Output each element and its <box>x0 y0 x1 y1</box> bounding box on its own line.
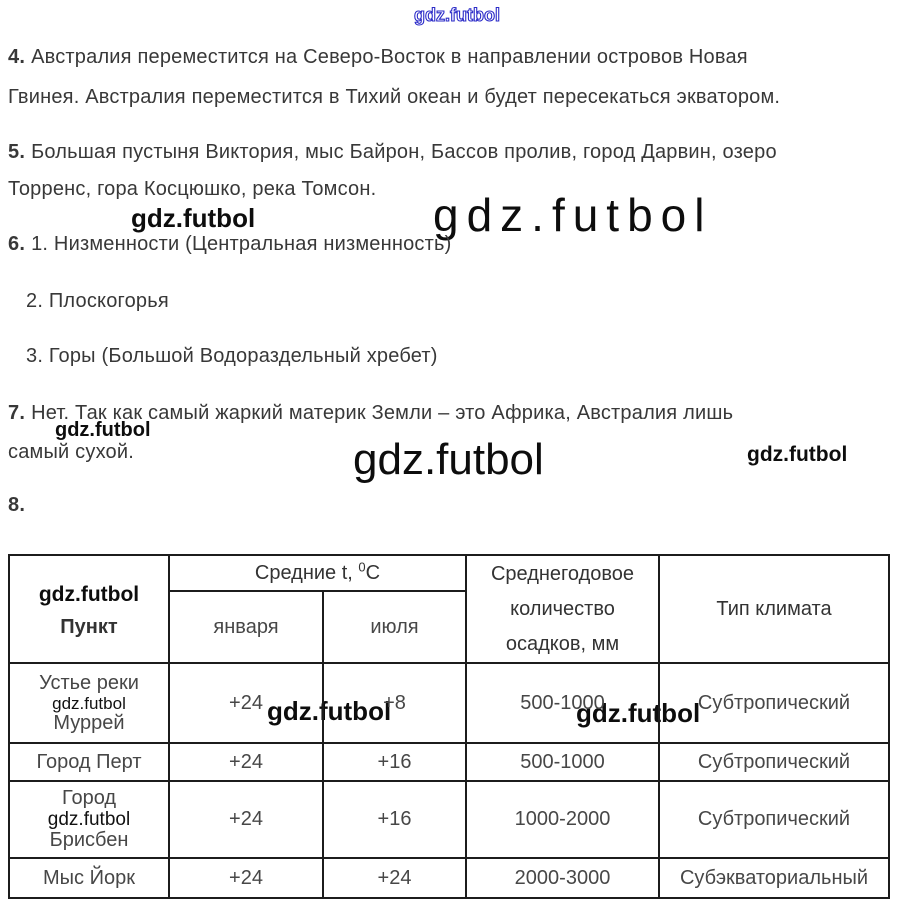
cell-jan-temp: +24 <box>169 663 323 743</box>
header-precipitation <box>466 555 659 663</box>
cell-climate-type: Субтропический <box>659 743 889 781</box>
paragraph-7-line-2 <box>8 439 134 465</box>
site-watermark-mid-large: gdz.futbol <box>433 189 713 241</box>
site-watermark-table-header: gdz.futbol <box>38 582 140 606</box>
paragraph-6-text-2: 2. Плоскогорья <box>26 290 169 312</box>
cell-jan-temp: +24 <box>169 781 323 858</box>
paragraph-6-item-3 <box>26 343 438 369</box>
location-name-line-1: Город <box>61 787 117 809</box>
cell-precipitation: 500-1000 <box>466 663 659 743</box>
table-row-perth <box>9 743 889 781</box>
climate-table <box>8 554 890 899</box>
cell-jul-temp: +16 <box>323 743 466 781</box>
site-watermark-row1-right: gdz.futbol <box>576 698 701 728</box>
cell-precipitation: 2000-3000 <box>466 858 659 898</box>
cell-precipitation: 1000-2000 <box>466 781 659 858</box>
answer-number-8: 8. <box>8 494 26 516</box>
header-degree-sup: 0 <box>358 558 366 574</box>
paragraph-4-text-2: Гвинея. Австралия переместится в Тихий океан и будет пересекаться экватором. <box>8 86 781 108</box>
answer-number-6: 6. <box>8 233 26 255</box>
cell-jul-temp: +24 <box>323 858 466 898</box>
cell-jan-temp: +24 <box>169 743 323 781</box>
cell-climate-type: Субэкваториальный <box>659 858 889 898</box>
header-avg-temp <box>169 555 466 591</box>
site-watermark-row1-mid: gdz.futbol <box>267 696 392 726</box>
cell-jan-temp: +24 <box>169 858 323 898</box>
paragraph-8-marker <box>8 492 31 518</box>
site-watermark-p7-large: gdz.futbol <box>353 435 544 484</box>
cell-climate-type: Субтропический <box>659 781 889 858</box>
header-precip-line-3: осадков, мм <box>505 632 620 655</box>
header-avg-temp-text: Средние t, <box>254 561 359 584</box>
cell-location-york: Мыс Йорк <box>9 858 169 898</box>
paragraph-6-item-1 <box>8 231 451 257</box>
paragraph-5-text-1: Большая пустыня Виктория, мыс Байрон, Бассов пролив, город Дарвин, озеро <box>31 141 777 163</box>
table-row-murray <box>9 663 889 743</box>
cell-location-murray <box>9 663 169 743</box>
header-punkt-cell <box>9 555 169 663</box>
paragraph-6-text-3: 3. Горы (Большой Водораздельный хребет) <box>26 345 438 367</box>
paragraph-4-line-2 <box>8 84 780 110</box>
cell-jul-temp: +16 <box>323 781 466 858</box>
subheader-january: января <box>169 591 323 663</box>
cell-jul-temp: +8 <box>323 663 466 743</box>
site-watermark-row3-cell: gdz.futbol <box>47 809 131 830</box>
site-watermark-p7-left: gdz.futbol <box>55 419 151 441</box>
paragraph-5-line-2 <box>8 176 376 202</box>
cell-precipitation: 500-1000 <box>466 743 659 781</box>
site-watermark-row1-cell: gdz.futbol <box>52 693 126 713</box>
paragraph-6-text-1: 1. Низменности (Центральная низменность) <box>31 233 452 255</box>
header-punkt-label: Пункт <box>60 615 118 638</box>
header-precip-line-2: количество <box>510 597 615 620</box>
cell-location-brisbane <box>9 781 169 858</box>
site-watermark-top: gdz.futbol <box>414 5 500 25</box>
table-row-brisbane <box>9 781 889 858</box>
answer-number-7: 7. <box>8 402 26 424</box>
answer-number-5: 5. <box>8 141 26 163</box>
subheader-july: июля <box>323 591 466 663</box>
answer-number-4: 4. <box>8 46 26 68</box>
table-row-york <box>9 858 889 898</box>
cell-location-perth: Город Перт <box>9 743 169 781</box>
location-name-line-2: Муррей <box>53 711 125 734</box>
location-name-line-1: Устье реки <box>39 671 139 694</box>
site-watermark-mid-small: gdz.futbol <box>131 203 256 233</box>
header-temp-unit: С <box>365 561 381 584</box>
header-precip-line-1: Среднегодовое <box>490 562 635 585</box>
paragraph-7-text-2: самый сухой. <box>8 441 135 463</box>
paragraph-7-line-1 <box>8 400 733 426</box>
header-climate-type: Тип климата <box>659 555 889 663</box>
paragraph-7-text-1: Нет. Так как самый жаркий материк Земли – это Африка, Австралия лишь <box>31 402 734 424</box>
cell-climate-type: Субтропический <box>659 663 889 743</box>
paragraph-4-text-1: Австралия переместится на Северо-Восток в направлении островов Новая <box>31 46 748 68</box>
location-name-line-2: Брисбен <box>49 829 129 851</box>
site-watermark-p7-right: gdz.futbol <box>747 443 848 466</box>
paragraph-6-item-2 <box>26 288 169 314</box>
paragraph-5-line-1 <box>8 139 777 165</box>
paragraph-5-text-2: Торренс, гора Косцюшко, река Томсон. <box>8 178 377 200</box>
paragraph-4-line-1 <box>8 44 748 70</box>
